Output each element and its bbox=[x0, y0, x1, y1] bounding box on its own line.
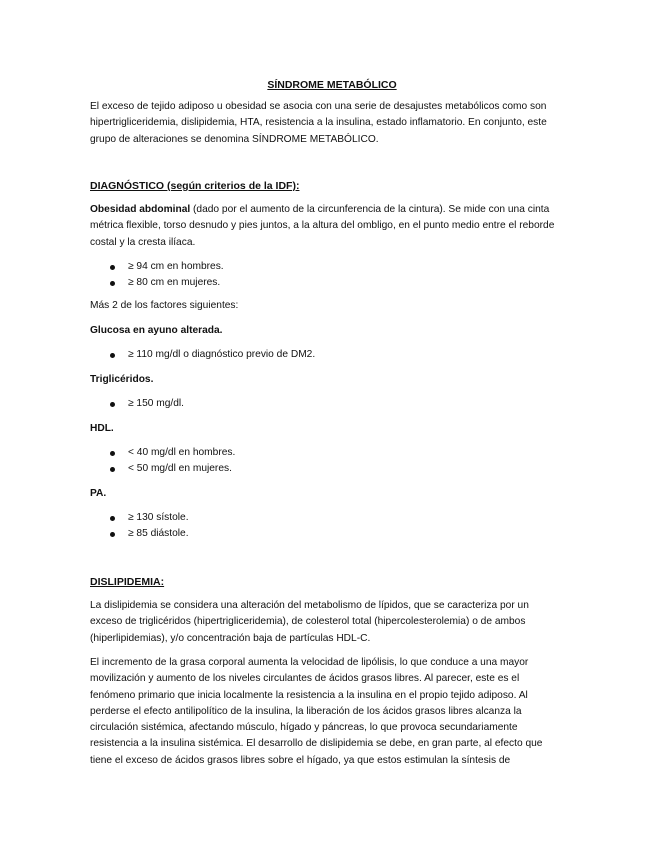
list-item: ≥ 94 cm en hombres. bbox=[90, 259, 224, 275]
pa-list bbox=[90, 510, 189, 542]
intro-paragraph: El exceso de tejido adiposo u obesidad se asocia con una serie de desajustes metabólicos como son hipertrigliceridemia, dislipidemia, HTA, resistencia a la insulina, estado inflamatorio. En conjunto, este grupo de alteraciones se denomina SÍNDROME METABÓLICO. bbox=[90, 101, 547, 145]
hdl-label: HDL. bbox=[90, 423, 114, 434]
diagnostico-heading: DIAGNÓSTICO (según criterios de la IDF): bbox=[90, 180, 300, 192]
bullet-icon bbox=[110, 353, 115, 358]
obesidad-label: Obesidad abdominal bbox=[90, 204, 191, 215]
list-item: ≥ 85 diástole. bbox=[90, 526, 189, 542]
bullet-icon bbox=[110, 467, 115, 472]
list-item: < 50 mg/dl en mujeres. bbox=[90, 461, 235, 477]
document-title: SÍNDROME METABÓLICO bbox=[267, 79, 397, 91]
glucosa-list bbox=[90, 347, 315, 363]
bullet-icon bbox=[110, 281, 115, 286]
pa-label: PA. bbox=[90, 488, 107, 499]
bullet-icon bbox=[110, 451, 115, 456]
bullet-icon bbox=[110, 532, 115, 537]
dislipidemia-paragraph-2: El incremento de la grasa corporal aumenta la velocidad de lipólisis, lo que conduce a una mayor movilización y aumento de los niveles circulantes de ácidos grasos libres. Al parecer, este es el fenómeno primario que inicia localmente la resistencia a la insulina en el propio tejido adiposo. Al perderse el efecto antilipolítico de la insulina, la liberación de los ácidos grasos libres alcanza la circulación sistémica, afectando músculo, hígado y páncreas, lo que provoca secundariamente resistencia a la insulina sistémica. El desarrollo de dislipidemia se debe, en gran parte, al efecto que tiene el exceso de ácidos grasos libres sobre el hígado, ya que estos estimulan la síntesis de bbox=[90, 657, 543, 766]
list-item: ≥ 130 sístole. bbox=[90, 510, 189, 526]
obesidad-paragraph bbox=[90, 202, 560, 251]
hdl-list bbox=[90, 445, 235, 477]
bullet-icon bbox=[110, 402, 115, 407]
trigliceridos-label: Triglicéridos. bbox=[90, 374, 154, 385]
dislipidemia-heading: DISLIPIDEMIA: bbox=[90, 576, 165, 588]
list-item: ≥ 150 mg/dl. bbox=[90, 396, 184, 412]
mas-factores-text: Más 2 de los factores siguientes: bbox=[90, 300, 239, 311]
list-item: ≥ 80 cm en mujeres. bbox=[90, 275, 224, 291]
obesidad-text: (dado por el aumento de la circunferencia de la cintura). Se mide con una cinta métrica flexible, torso desnudo y pies juntos, a la altura del ombligo, en el punto medio entre el reborde costal y la cresta ilíaca. bbox=[90, 204, 555, 248]
list-item: ≥ 110 mg/dl o diagnóstico previo de DM2. bbox=[90, 347, 315, 363]
bullet-icon bbox=[110, 516, 115, 521]
dislipidemia-paragraph-1: La dislipidemia se considera una alteración del metabolismo de lípidos, que se caracteriza por un exceso de triglicéridos (hipertrigliceridemia), de colesterol total (hipercolesterolemia) o de ambos (hiperlipidemias), y/o concentración baja de partículas HDL-C. bbox=[90, 600, 529, 644]
glucosa-label: Glucosa en ayuno alterada. bbox=[90, 325, 223, 336]
list-item: < 40 mg/dl en hombres. bbox=[90, 445, 235, 461]
obesidad-list bbox=[90, 259, 224, 291]
bullet-icon bbox=[110, 265, 115, 270]
trigliceridos-list bbox=[90, 396, 184, 412]
